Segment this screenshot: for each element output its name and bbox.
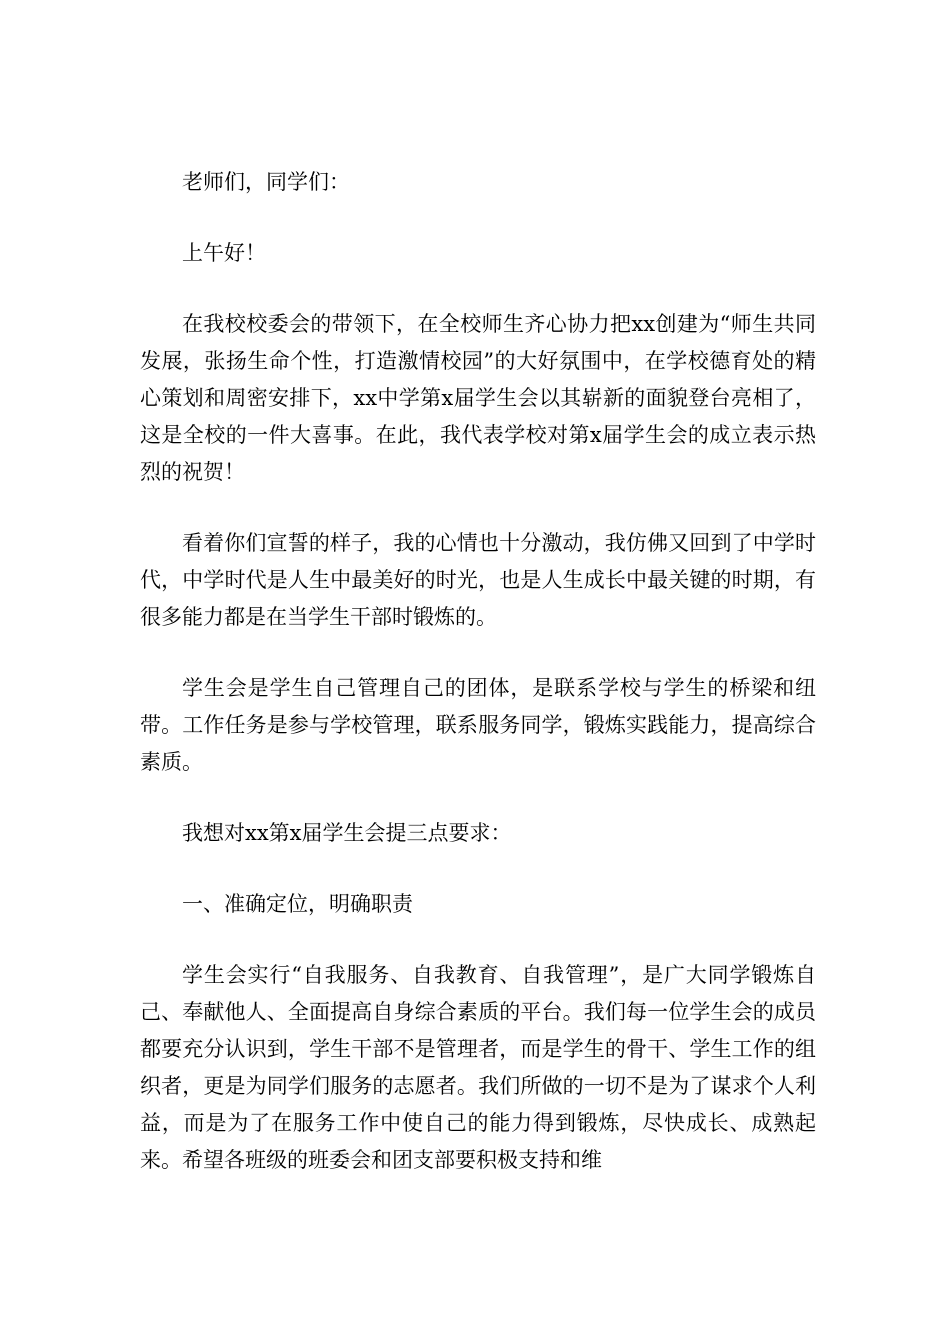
document-body — [140, 164, 816, 1213]
body-paragraph: 学生会是学生自己管理自己的团体，是联系学校与学生的桥梁和纽带。工作任务是参与学校管理，联系服务同学，锻炼实践能力，提高综合素质。 — [140, 676, 816, 774]
body-paragraph: 在我校校委会的带领下，在全校师生齐心协力把xx创建为“师生共同发展，张扬生命个性，打造激情校园”的大好氛围中，在学校德育处的精心策划和周密安排下，xx中学第x届学生会以其崭新的面貌登台亮相了，这是全校的一件大喜事。在此，我代表学校对第x届学生会的成立表示热烈的祝贺！ — [140, 312, 816, 484]
body-paragraph: 我想对xx第x届学生会提三点要求： — [182, 821, 512, 845]
section-heading: 一、准确定位，明确职责 — [182, 892, 413, 916]
body-paragraph: 学生会实行“自我服务、自我教育、自我管理”，是广大同学锻炼自己、奉献他人、全面提高自身综合素质的平台。我们每一位学生会的成员都要充分认识到，学生干部不是管理者，而是学生的骨干、学生工作的组织者，更是为同学们服务的志愿者。我们所做的一切不是为了谋求个人利益，而是为了在服务工作中使自己的能力得到锻炼，尽快成长、成熟起来。希望各班级的班委会和团支部要积极支持和维 — [140, 963, 816, 1172]
body-paragraph: 看着你们宣誓的样子，我的心情也十分激动，我仿佛又回到了中学时代，中学时代是人生中最美好的时光，也是人生成长中最关键的时期，有很多能力都是在当学生干部时锻炼的。 — [140, 531, 816, 629]
salutation: 老师们，同学们： — [182, 170, 350, 194]
greeting: 上午好！ — [182, 241, 266, 265]
